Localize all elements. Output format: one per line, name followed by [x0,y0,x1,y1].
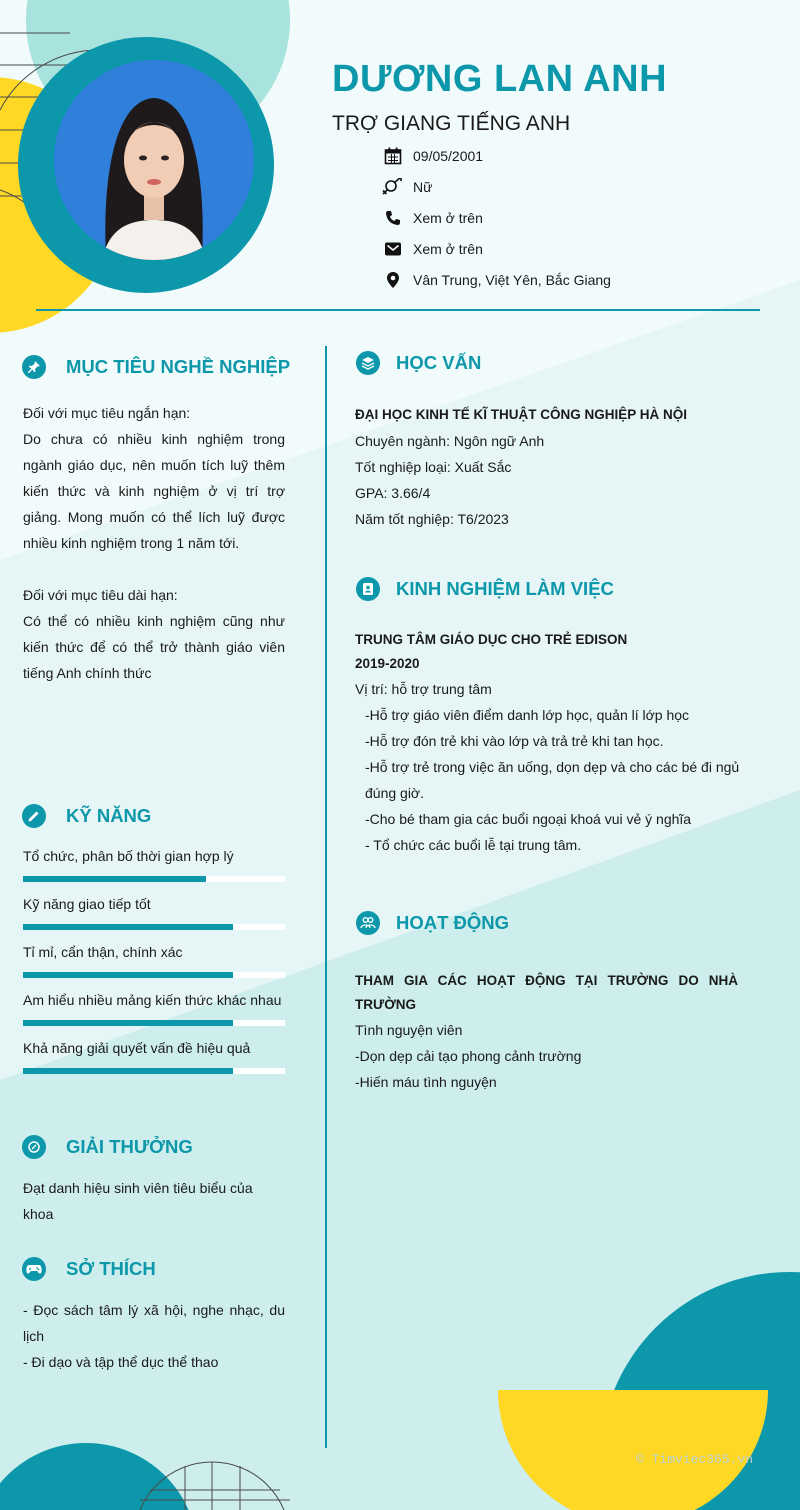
info-text: Vân Trung, Việt Yên, Bắc Giang [413,271,611,288]
skills-heading [22,804,151,828]
experience-heading [356,577,614,601]
hobbies-list [23,1297,285,1375]
skill-bar [23,876,285,882]
info-phone [382,202,611,233]
education-heading [356,351,481,375]
education-body [355,402,760,532]
education-line: GPA: 3.66/4 [355,485,431,501]
info-email [382,233,611,264]
skill-bar [23,972,285,978]
work-position: Vị trí: hỗ trợ trung tâm [355,681,492,697]
hobby-line: - Đi dạo và tập thể dục thể thao [23,1354,219,1370]
pencil-icon [22,804,46,828]
short-term-label: Đối với mục tiêu ngắn hạn: [23,405,191,421]
skill-label: Khả năng giải quyết vấn đề hiệu quả [23,1040,251,1056]
skill-item [23,942,285,990]
objective-heading [22,355,290,379]
info-text: 09/05/2001 [413,147,484,164]
candidate-name: DƯƠNG LAN ANH [332,58,668,100]
duty-item: -Hỗ trợ trẻ trong việc ăn uống, dọn dẹp và cho các bé đi ngủ đúng giờ. [365,759,740,801]
experience-body [355,628,760,858]
skill-bar-fill [23,876,206,882]
layers-icon [356,351,380,375]
group-icon [356,911,380,935]
gender-icon [382,176,404,198]
skill-bar-fill [23,1020,233,1026]
pin-icon [22,355,46,379]
section-title: KINH NGHIỆM LÀM VIỆC [396,578,614,599]
skill-label: Tổ chức, phân bố thời gian hợp lý [23,848,234,864]
column-divider [325,346,327,1448]
watermark: © Timviec365.vn [636,1452,754,1467]
info-text: Nữ [413,178,433,195]
hobbies-heading [22,1257,156,1281]
info-birthdate [382,140,611,171]
skill-bar-fill [23,972,233,978]
info-gender [382,171,611,202]
skill-bar-fill [23,1068,233,1074]
skill-label: Tỉ mỉ, cẩn thận, chính xác [23,944,183,960]
skill-label: Am hiểu nhiều mảng kiến thức khác nhau [23,992,282,1008]
education-line: Năm tốt nghiệp: T6/2023 [355,511,509,527]
gamepad-icon [22,1257,46,1281]
duty-item: - Tổ chức các buổi lễ tại trung tâm. [365,837,582,853]
calendar-icon [382,145,404,167]
skill-label: Kỹ năng giao tiếp tốt [23,896,151,912]
job-title: TRỢ GIANG TIẾNG ANH [332,112,571,135]
hobby-line: - Đọc sách tâm lý xã hội, nghe nhạc, du lịch [23,1302,285,1344]
skill-bar [23,924,285,930]
long-term-label: Đối với mục tiêu dài hạn: [23,587,178,603]
section-title: SỞ THÍCH [66,1258,156,1279]
skill-item [23,846,285,894]
info-address [382,264,611,295]
awards-heading [22,1135,193,1159]
activity-line: Tình nguyện viên [355,1022,463,1038]
school-name: ĐẠI HỌC KINH TẾ KĨ THUẬT CÔNG NGHIỆP HÀ NỘI [355,407,688,422]
duty-list [355,702,760,858]
skill-item [23,1038,285,1086]
section-title: MỤC TIÊU NGHỀ NGHIỆP [66,356,291,377]
activity-heading: THAM GIA CÁC HOẠT ĐỘNG TẠI TRƯỜNG DO NHÀ TRƯỜNG [355,973,738,1012]
medal-icon [22,1135,46,1159]
short-term-text: Do chưa có nhiều kinh nghiệm trong ngành giáo dục, nên muốn tích luỹ thêm kiến thức và kinh nghiệm ở vị trí trợ giảng. Mong muốn có thể lích luỹ được nhiều kinh nghiệm trong 1 năm tới. [23,431,285,551]
education-line: Chuyên ngành: Ngôn ngữ Anh [355,433,545,449]
info-text: Xem ở trên [413,209,483,226]
education-line: Tốt nghiệp loại: Xuất Sắc [355,459,512,475]
phone-icon [382,207,404,229]
duty-item: -Cho bé tham gia các buổi ngoại khoá vui vẻ ý nghĩa [365,811,692,827]
header-divider [36,309,760,311]
activity-line: -Dọn dẹp cải tạo phong cảnh trường [355,1048,582,1064]
section-title: GIẢI THƯỞNG [66,1136,193,1157]
id-card-icon [356,577,380,601]
duty-item: -Hỗ trợ giáo viên điểm danh lớp học, quản lí lớp học [365,707,690,723]
email-icon [382,238,404,260]
section-title: HOẠT ĐỘNG [396,912,510,933]
location-icon [382,269,404,291]
long-term-text: Có thể có nhiều kinh nghiệm cũng như kiến thức để có thể trở thành giáo viên tiếng Anh chính thức [23,613,285,681]
info-text: Xem ở trên [413,240,483,257]
skill-item [23,990,285,1038]
activity-line: -Hiến máu tình nguyện [355,1074,497,1090]
activities-heading [356,911,509,935]
skill-bar [23,1068,285,1074]
section-title: KỸ NĂNG [66,805,152,826]
skill-bar [23,1020,285,1026]
objective-body [23,400,285,686]
skills-list [23,846,285,1086]
skill-item [23,894,285,942]
awards-text: Đạt danh hiệu sinh viên tiêu biểu của khoa [23,1180,253,1222]
activities-body [355,969,738,1095]
profile-photo [54,60,254,260]
work-period: 2019-2020 [355,656,420,671]
skill-bar-fill [23,924,233,930]
section-title: HỌC VẤN [396,352,482,373]
company-name: TRUNG TÂM GIÁO DỤC CHO TRẺ EDISON [355,632,628,647]
contact-info [382,140,611,295]
duty-item: -Hỗ trợ đón trẻ khi vào lớp và trả trẻ khi tan học. [365,733,664,749]
